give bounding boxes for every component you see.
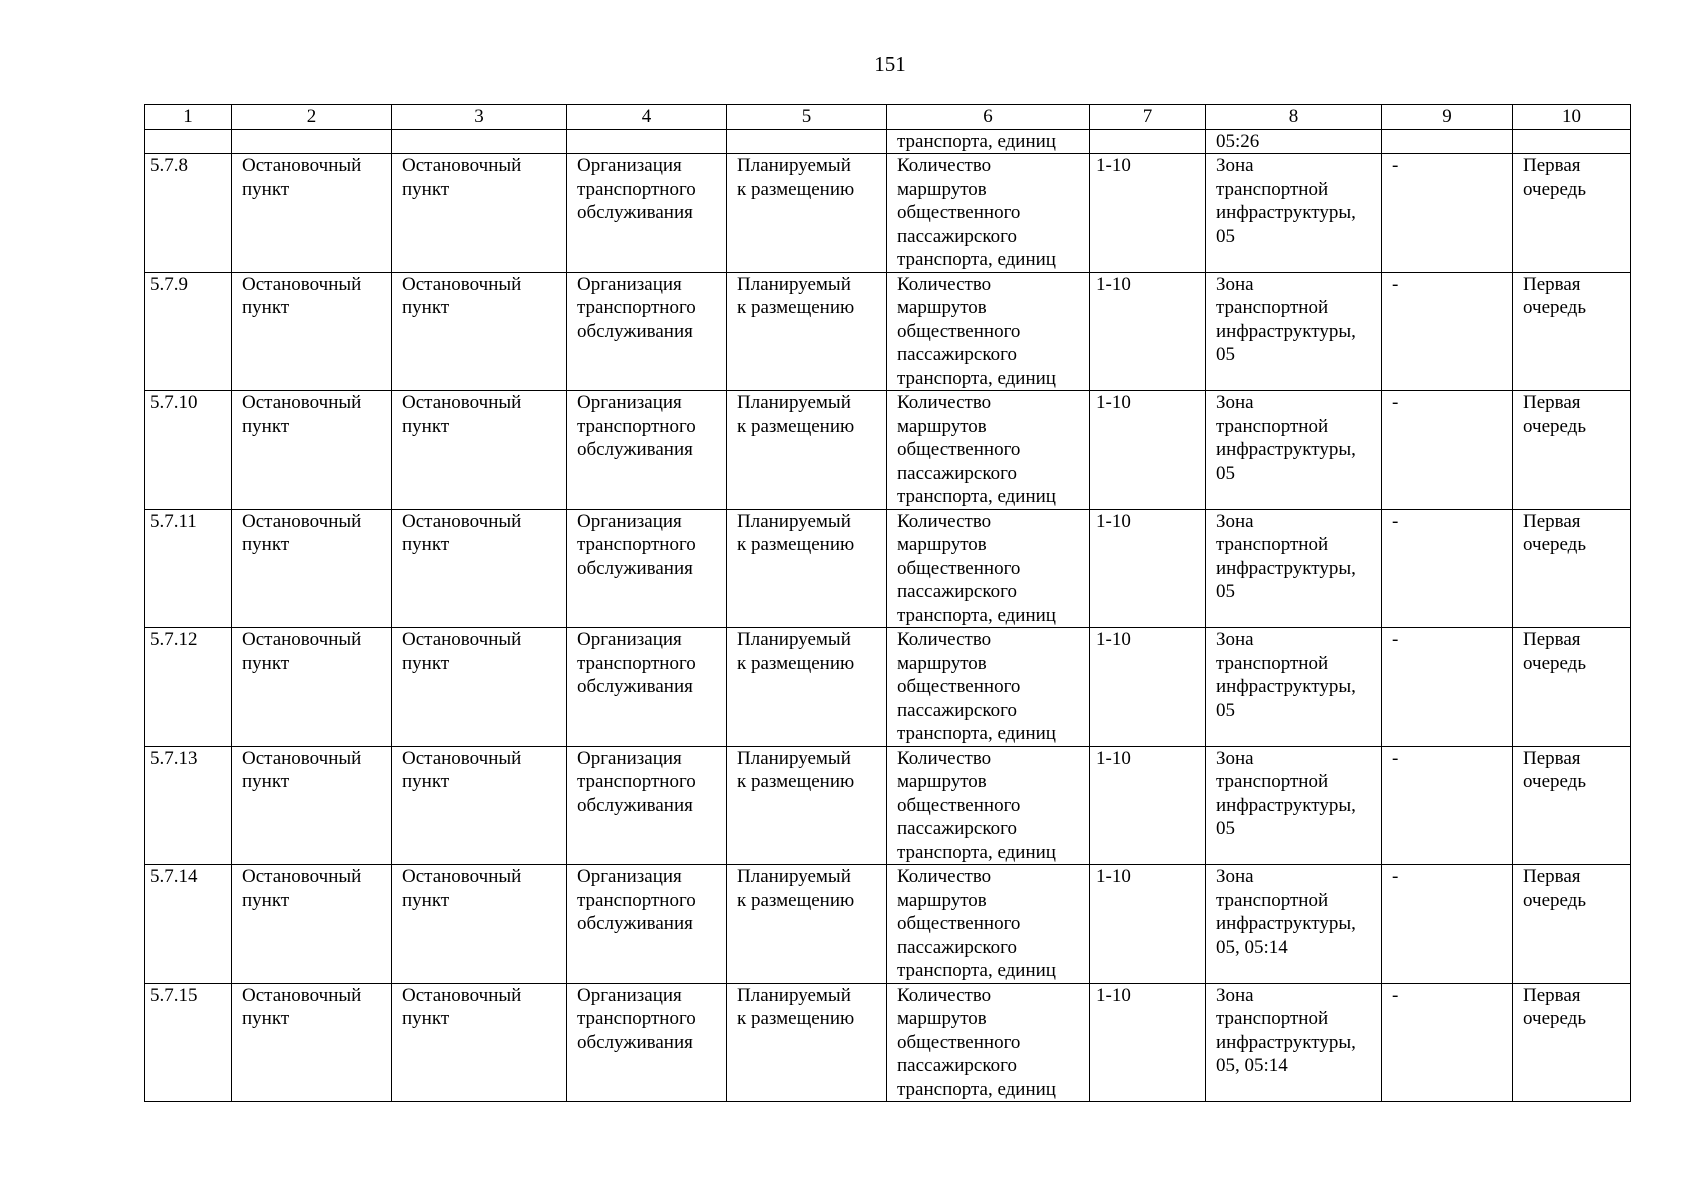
cell-line: Планируемый <box>737 866 851 887</box>
table-cell <box>1513 272 1631 391</box>
table-cell <box>887 272 1090 391</box>
table-cell: - <box>1382 983 1513 1102</box>
cell-line: пассажирского <box>897 462 1017 484</box>
table-cell <box>392 865 567 984</box>
cell-line: Зона <box>1216 629 1254 650</box>
cell-line: обслуживания <box>577 557 693 579</box>
table-cell <box>392 509 567 628</box>
cell-line: транспорта, единиц <box>897 249 1056 270</box>
table-cell: 5.7.9 <box>145 272 232 391</box>
cell-line: 05 <box>1216 344 1235 365</box>
table-cell <box>232 272 392 391</box>
table-cell <box>232 865 392 984</box>
column-header: 8 <box>1206 105 1382 130</box>
column-header: 7 <box>1090 105 1206 130</box>
table-cell: 5.7.11 <box>145 509 232 628</box>
table-cell <box>1513 154 1631 273</box>
cell-line: общественного <box>897 202 1021 223</box>
cell-line: Организация <box>577 273 682 295</box>
table-row <box>145 628 1631 747</box>
cell-line: очередь <box>1523 1008 1587 1029</box>
cell-line: пассажирского <box>897 225 1017 247</box>
cell-line: Планируемый <box>737 510 851 532</box>
cell-line: к размещению <box>737 178 855 200</box>
continuation-row <box>145 130 1631 154</box>
cell-line: Организация <box>577 984 682 1006</box>
cell-line: общественного <box>897 1031 1021 1053</box>
table-cell <box>1206 746 1382 865</box>
table-cell: 5.7.12 <box>145 628 232 747</box>
cell-line: Количество <box>897 510 992 532</box>
table-row <box>145 391 1631 510</box>
table-cell <box>232 130 392 154</box>
table-cell <box>232 391 392 510</box>
table-cell <box>887 628 1090 747</box>
cell-line: очередь <box>1523 297 1587 318</box>
cell-line: 05 <box>1216 225 1235 247</box>
column-header: 9 <box>1382 105 1513 130</box>
cell-line: транспорта, единиц <box>897 486 1056 507</box>
cell-line: транспортной <box>1216 889 1329 911</box>
cell-line: Количество <box>897 629 992 650</box>
table-cell <box>1513 509 1631 628</box>
cell-line: маршрутов <box>897 889 987 911</box>
table-cell: - <box>1382 272 1513 391</box>
cell-line: Количество <box>897 273 992 295</box>
cell-line: общественного <box>897 320 1021 342</box>
cell-line: инфраструктуры, <box>1216 1031 1356 1053</box>
table-cell <box>1513 746 1631 865</box>
table-cell: 1-10 <box>1090 983 1206 1102</box>
table-cell: - <box>1382 391 1513 510</box>
table-cell <box>567 509 727 628</box>
cell-line: очередь <box>1523 415 1587 437</box>
column-header: 4 <box>567 105 727 130</box>
cell-line: Планируемый <box>737 984 851 1006</box>
cell-line: транспорта, единиц <box>897 841 1056 863</box>
cell-line: транспортного <box>577 771 696 792</box>
cell-line: Планируемый <box>737 392 851 413</box>
table-cell: 1-10 <box>1090 865 1206 984</box>
cell-line: Остановочный <box>242 984 362 1006</box>
cell-line: маршрутов <box>897 1008 987 1029</box>
table-cell: - <box>1382 628 1513 747</box>
cell-line: инфраструктуры, <box>1216 913 1356 934</box>
cell-line: Остановочный <box>242 629 362 650</box>
table-cell <box>727 865 887 984</box>
cell-line: общественного <box>897 439 1021 460</box>
cell-line: транспорта, единиц <box>897 367 1056 389</box>
table-cell <box>567 628 727 747</box>
table-cell <box>567 391 727 510</box>
cell-line: к размещению <box>737 889 855 911</box>
table-cell <box>145 130 232 154</box>
cell-line: обслуживания <box>577 439 693 460</box>
cell-line: обслуживания <box>577 913 693 934</box>
cell-line: 05, 05:14 <box>1216 1055 1288 1076</box>
table-row <box>145 746 1631 865</box>
cell-line: Организация <box>577 629 682 650</box>
table-cell <box>392 628 567 747</box>
cell-line: 05 <box>1216 462 1235 484</box>
cell-line: Остановочный <box>242 392 362 413</box>
table-cell <box>1513 628 1631 747</box>
cell-line: транспортного <box>577 534 696 555</box>
table-cell <box>392 272 567 391</box>
cell-line: Количество <box>897 984 992 1006</box>
cell-line: Первая <box>1523 866 1581 887</box>
column-header: 10 <box>1513 105 1631 130</box>
cell-line: к размещению <box>737 771 855 792</box>
cell-line: транспортного <box>577 297 696 318</box>
cell-line: 05, 05:14 <box>1216 936 1288 958</box>
table-cell: - <box>1382 154 1513 273</box>
table-cell <box>1513 130 1631 154</box>
table-cell <box>727 628 887 747</box>
cell-line: пункт <box>402 534 450 555</box>
cell-line: обслуживания <box>577 320 693 342</box>
cell-line: Остановочный <box>402 747 522 769</box>
planning-table <box>144 104 1631 1102</box>
cell-line: Количество <box>897 392 992 413</box>
table-cell: 1-10 <box>1090 628 1206 747</box>
cell-line: Остановочный <box>242 866 362 887</box>
table-cell <box>392 391 567 510</box>
table-cell <box>1382 130 1513 154</box>
table-cell <box>1513 983 1631 1102</box>
cell-line: пункт <box>402 415 450 437</box>
cell-line: транспорта, единиц <box>897 723 1056 744</box>
table-body <box>145 130 1631 1102</box>
column-header: 6 <box>887 105 1090 130</box>
table-cell <box>1206 509 1382 628</box>
cell-line: Зона <box>1216 747 1254 769</box>
cell-line: Организация <box>577 510 682 532</box>
table-cell <box>727 391 887 510</box>
table-cell <box>727 746 887 865</box>
table-cell <box>887 391 1090 510</box>
cell-line: маршрутов <box>897 178 987 200</box>
table-cell: 1-10 <box>1090 272 1206 391</box>
cell-line: пассажирского <box>897 344 1017 365</box>
cell-line: очередь <box>1523 771 1587 792</box>
table-cell <box>727 509 887 628</box>
cell-line: 05 <box>1216 818 1235 839</box>
table-row <box>145 154 1631 273</box>
cell-line: Количество <box>897 155 992 176</box>
cell-line: Первая <box>1523 155 1581 176</box>
table-cell: 5.7.10 <box>145 391 232 510</box>
cell-line: транспортного <box>577 178 696 200</box>
cell-line: пункт <box>402 1008 450 1029</box>
cell-line: пассажирского <box>897 699 1017 721</box>
cell-line: Остановочный <box>402 984 522 1006</box>
table-cell: 1-10 <box>1090 746 1206 865</box>
cell-line: транспортной <box>1216 1008 1329 1029</box>
table-cell: - <box>1382 746 1513 865</box>
table-cell: 1-10 <box>1090 509 1206 628</box>
table-cell <box>567 272 727 391</box>
cell-line: Организация <box>577 392 682 413</box>
cell-line: Организация <box>577 866 682 887</box>
cell-line: транспорта, единиц <box>897 1078 1056 1100</box>
table-cell: 5.7.15 <box>145 983 232 1102</box>
cell-line: транспортного <box>577 652 696 674</box>
cell-line: обслуживания <box>577 1031 693 1053</box>
table-cell: 5.7.13 <box>145 746 232 865</box>
table-cell <box>1513 391 1631 510</box>
cell-line: инфраструктуры, <box>1216 439 1356 460</box>
cell-line: очередь <box>1523 889 1587 911</box>
cell-line: инфраструктуры, <box>1216 794 1356 816</box>
table-cell <box>392 746 567 865</box>
table-cell <box>567 746 727 865</box>
table-cell <box>727 130 887 154</box>
table-cell <box>1090 130 1206 154</box>
cell-line: Остановочный <box>402 629 522 650</box>
table-cell <box>887 509 1090 628</box>
table-cell: 05:26 <box>1206 130 1382 154</box>
cell-line: Остановочный <box>402 155 522 176</box>
cell-line: Остановочный <box>242 747 362 769</box>
column-header: 3 <box>392 105 567 130</box>
cell-line: маршрутов <box>897 652 987 674</box>
cell-line: Первая <box>1523 629 1581 650</box>
cell-line: Остановочный <box>242 273 362 295</box>
table-cell <box>1206 154 1382 273</box>
cell-line: транспортного <box>577 415 696 437</box>
table-cell: 1-10 <box>1090 154 1206 273</box>
table-cell <box>887 746 1090 865</box>
table-row <box>145 509 1631 628</box>
cell-line: инфраструктуры, <box>1216 202 1356 223</box>
cell-line: маршрутов <box>897 415 987 437</box>
cell-line: транспортной <box>1216 178 1329 200</box>
table-cell <box>1206 391 1382 510</box>
table-cell: - <box>1382 865 1513 984</box>
cell-line: пункт <box>402 652 450 674</box>
cell-line: Планируемый <box>737 273 851 295</box>
cell-line: очередь <box>1523 534 1587 555</box>
cell-line: к размещению <box>737 652 855 674</box>
cell-line: Первая <box>1523 510 1581 532</box>
cell-line: обслуживания <box>577 202 693 223</box>
cell-line: пункт <box>402 889 450 911</box>
cell-line: транспорта, единиц <box>897 604 1056 626</box>
cell-line: к размещению <box>737 415 855 437</box>
table-cell <box>232 509 392 628</box>
cell-line: Зона <box>1216 273 1254 295</box>
cell-line: Первая <box>1523 747 1581 769</box>
table-cell <box>567 154 727 273</box>
cell-line: пункт <box>402 178 450 200</box>
cell-line: транспортного <box>577 889 696 911</box>
cell-line: пункт <box>242 297 290 318</box>
cell-line: пункт <box>242 415 290 437</box>
table-cell <box>392 130 567 154</box>
column-header: 2 <box>232 105 392 130</box>
cell-line: к размещению <box>737 534 855 555</box>
table-cell <box>567 983 727 1102</box>
cell-line: Остановочный <box>402 866 522 887</box>
cell-line: Остановочный <box>402 392 522 413</box>
cell-line: Зона <box>1216 984 1254 1006</box>
cell-line: Остановочный <box>402 273 522 295</box>
cell-line: Зона <box>1216 510 1254 532</box>
cell-line: пассажирского <box>897 581 1017 602</box>
cell-line: общественного <box>897 676 1021 697</box>
cell-line: маршрутов <box>897 534 987 555</box>
cell-line: очередь <box>1523 652 1587 674</box>
cell-line: 05 <box>1216 581 1235 602</box>
cell-line: транспортной <box>1216 297 1329 318</box>
cell-line: общественного <box>897 913 1021 934</box>
table-cell <box>1206 865 1382 984</box>
cell-line: Организация <box>577 155 682 176</box>
table-cell <box>727 983 887 1102</box>
cell-line: транспортной <box>1216 534 1329 555</box>
table-cell: 5.7.8 <box>145 154 232 273</box>
cell-line: инфраструктуры, <box>1216 557 1356 579</box>
cell-line: Первая <box>1523 273 1581 295</box>
cell-line: Зона <box>1216 392 1254 413</box>
table-cell <box>232 154 392 273</box>
table-cell <box>232 746 392 865</box>
cell-line: Остановочный <box>242 155 362 176</box>
cell-line: пункт <box>242 1008 290 1029</box>
column-header: 5 <box>727 105 887 130</box>
cell-line: Зона <box>1216 866 1254 887</box>
cell-line: 05 <box>1216 699 1235 721</box>
column-header: 1 <box>145 105 232 130</box>
table-cell <box>1513 865 1631 984</box>
cell-line: Первая <box>1523 984 1581 1006</box>
page-number: 151 <box>874 52 906 76</box>
cell-line: пункт <box>242 534 290 555</box>
table-cell <box>392 983 567 1102</box>
cell-line: пассажирского <box>897 1055 1017 1076</box>
cell-line: Количество <box>897 747 992 769</box>
cell-line: Зона <box>1216 155 1254 176</box>
cell-line: к размещению <box>737 1008 855 1029</box>
table-cell: 5.7.14 <box>145 865 232 984</box>
table-cell <box>887 983 1090 1102</box>
cell-line: обслуживания <box>577 676 693 697</box>
cell-line: транспортного <box>577 1008 696 1029</box>
cell-line: очередь <box>1523 178 1587 200</box>
cell-line: маршрутов <box>897 771 987 792</box>
cell-line: пункт <box>242 889 290 911</box>
cell-line: общественного <box>897 794 1021 816</box>
table-row <box>145 983 1631 1102</box>
table-cell <box>727 154 887 273</box>
table-cell: транспорта, единиц <box>887 130 1090 154</box>
table-cell <box>887 865 1090 984</box>
cell-line: обслуживания <box>577 794 693 816</box>
cell-line: транспорта, единиц <box>897 960 1056 981</box>
table-cell <box>1206 272 1382 391</box>
cell-line: транспортной <box>1216 415 1329 437</box>
cell-line: транспортной <box>1216 771 1329 792</box>
table-cell <box>1206 983 1382 1102</box>
cell-line: Планируемый <box>737 155 851 176</box>
cell-line: инфраструктуры, <box>1216 676 1356 697</box>
cell-line: инфраструктуры, <box>1216 320 1356 342</box>
cell-line: маршрутов <box>897 297 987 318</box>
cell-line: пункт <box>242 771 290 792</box>
cell-line: Остановочный <box>242 510 362 532</box>
table-cell <box>232 983 392 1102</box>
table-row <box>145 272 1631 391</box>
table-cell <box>392 154 567 273</box>
cell-line: пункт <box>402 297 450 318</box>
cell-line: общественного <box>897 557 1021 579</box>
cell-line: Первая <box>1523 392 1581 413</box>
header-row <box>145 105 1631 130</box>
table-cell: - <box>1382 509 1513 628</box>
table-cell <box>567 130 727 154</box>
table-cell <box>727 272 887 391</box>
cell-line: Планируемый <box>737 629 851 650</box>
cell-line: к размещению <box>737 297 855 318</box>
cell-line: транспортной <box>1216 652 1329 674</box>
cell-line: Остановочный <box>402 510 522 532</box>
cell-line: Количество <box>897 866 992 887</box>
cell-line: Организация <box>577 747 682 769</box>
table-row <box>145 865 1631 984</box>
cell-line: пункт <box>242 178 290 200</box>
table-cell <box>232 628 392 747</box>
table-cell: 1-10 <box>1090 391 1206 510</box>
cell-line: пункт <box>242 652 290 674</box>
table-cell <box>567 865 727 984</box>
cell-line: пассажирского <box>897 936 1017 958</box>
cell-line: пункт <box>402 771 450 792</box>
table-cell <box>887 154 1090 273</box>
cell-line: Планируемый <box>737 747 851 769</box>
cell-line: пассажирского <box>897 818 1017 839</box>
table-cell <box>1206 628 1382 747</box>
